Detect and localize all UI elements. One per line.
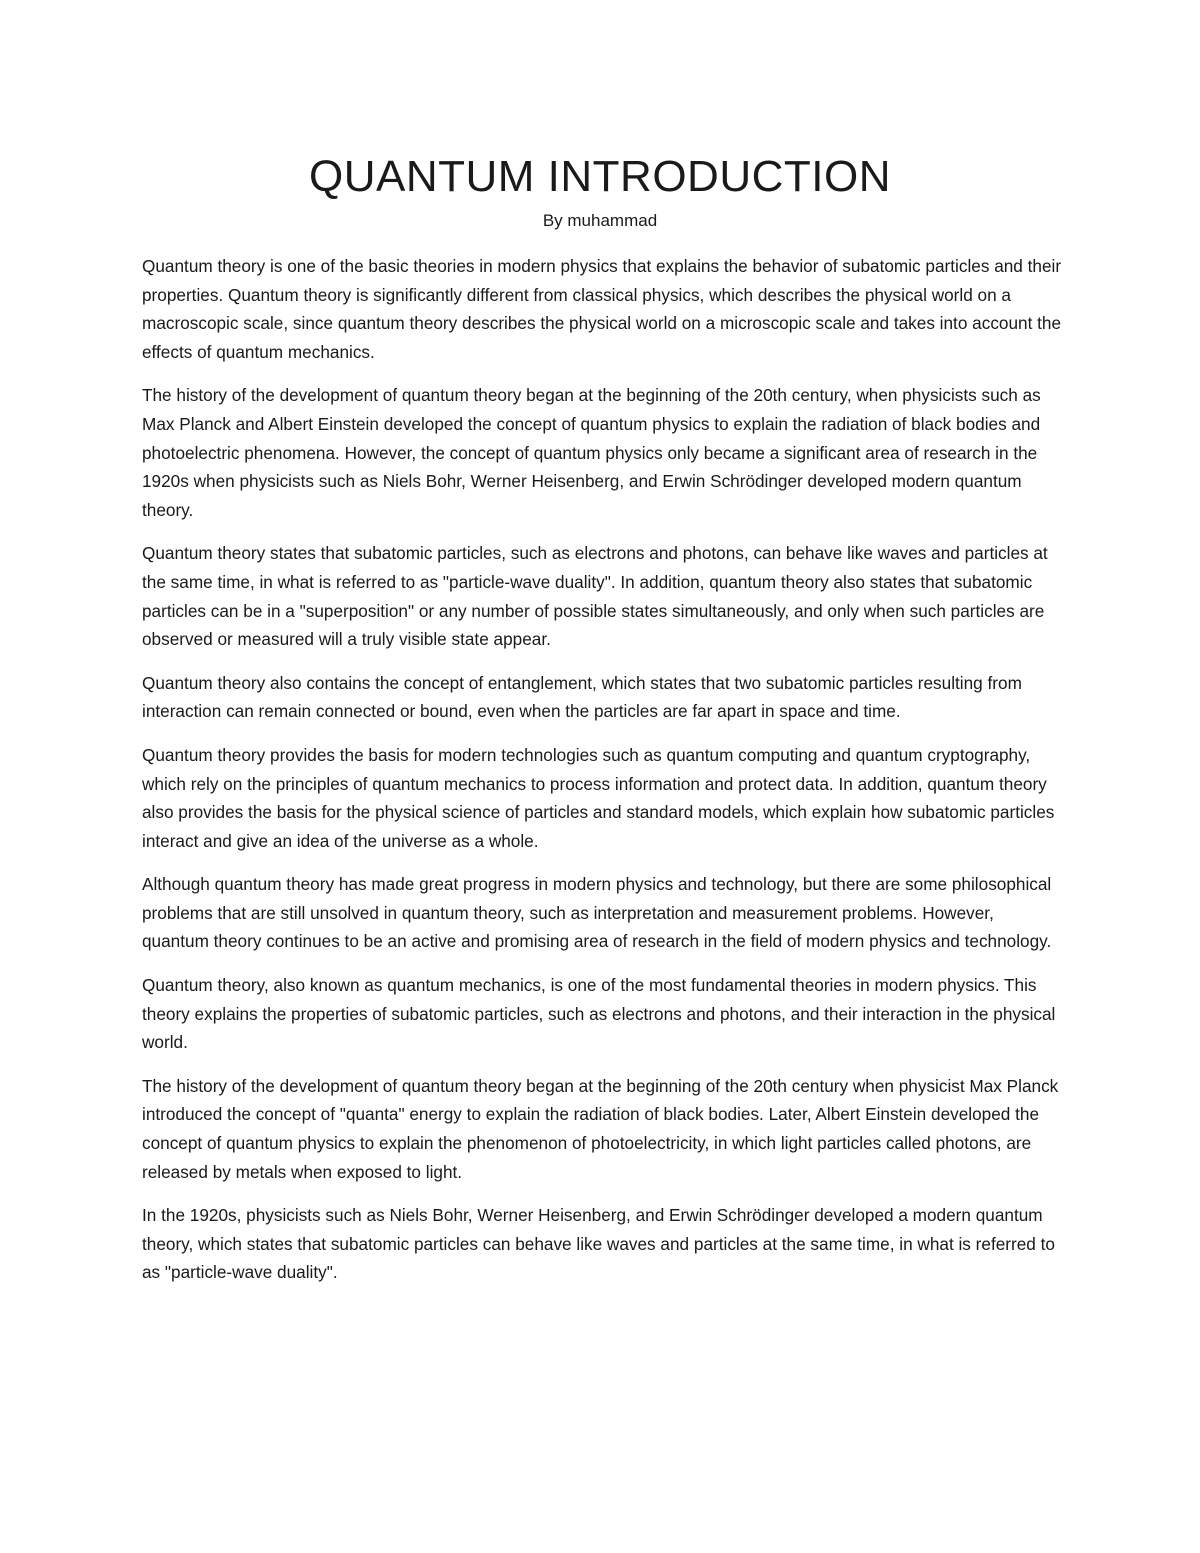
paragraph: Quantum theory also contains the concept of entanglement, which states that two subatomic particles resulting from interaction can remain connected or bound, even when the particles are far apart in space and time. — [142, 672, 1022, 722]
paragraph: Quantum theory provides the basis for modern technologies such as quantum computing and quantum cryptography, which rely on the principles of quantum mechanics to process information and protect data. In addition, quantum theory also provides the basis for the physical science of particles and standard models, which explain how subatomic particles interact and give an idea of the universe as a whole. — [142, 744, 1055, 851]
paragraph: Quantum theory, also known as quantum mechanics, is one of the most fundamental theories in modern physics. This theory explains the properties of subatomic particles, such as electrons and photons, and their interaction in the physical world. — [142, 975, 1056, 1053]
paragraph: Quantum theory states that subatomic particles, such as electrons and photons, can behave like waves and particles at the same time, in what is referred to as "particle-wave duality". In addition, quantum theory also states that subatomic particles can be in a "superposition" or any number of possible states simultaneously, and only when such particles are observed or measured will a truly visible state appear. — [142, 543, 1048, 650]
paragraph: Although quantum theory has made great progress in modern physics and technology, but there are some philosophical problems that are still unsolved in quantum theory, such as interpretation and measurement problems. However, quantum theory continues to be an active and promising area of research in the field of modern physics and technology. — [142, 874, 1052, 952]
document-title: QUANTUM INTRODUCTION — [309, 152, 891, 201]
document-author: By muhammad — [542, 211, 658, 230]
paragraph: Quantum theory is one of the basic theories in modern physics that explains the behavior of subatomic particles and their properties. Quantum theory is significantly different from classical physics, which describes the physical world on a macroscopic scale, since quantum theory describes the physical world on a microscopic scale and takes into account the effects of quantum mechanics. — [142, 256, 1062, 362]
document-body — [142, 252, 1062, 1302]
paragraph: In the 1920s, physicists such as Niels Bohr, Werner Heisenberg, and Erwin Schrödinger developed a modern quantum theory, which states that subatomic particles can behave like waves and particles at the same time, in what is referred to as "particle-wave duality". — [142, 1205, 1055, 1283]
paragraph: The history of the development of quantum theory began at the beginning of the 20th century when physicist Max Planck introduced the concept of "quanta" energy to explain the radiation of black bodies. Later, Albert Einstein developed the concept of quantum physics to explain the phenomenon of photoelectricity, in which light particles called photons, are released by metals when exposed to light. — [142, 1075, 1059, 1182]
paragraph: The history of the development of quantum theory began at the beginning of the 20th century, when physicists such as Max Planck and Albert Einstein developed the concept of quantum physics to explain the radiation of black bodies and photoelectric phenomena. However, the concept of quantum physics only became a significant area of research in the 1920s when physicists such as Niels Bohr, Werner Heisenberg, and Erwin Schrödinger developed modern quantum theory. — [142, 385, 1041, 520]
